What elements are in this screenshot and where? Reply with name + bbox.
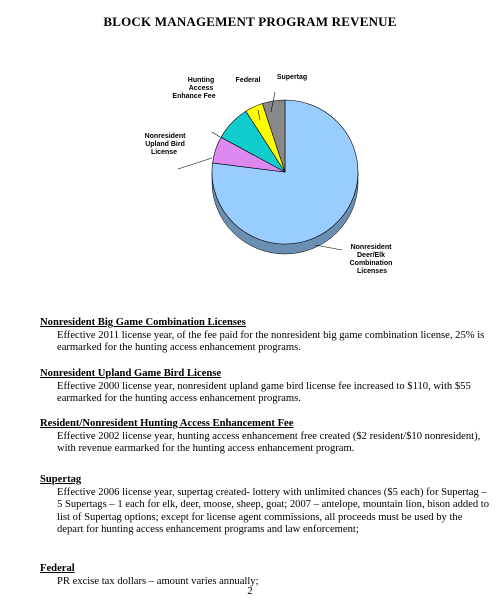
label-upland-line1: Nonresident <box>144 133 186 140</box>
body-upland-bird: Effective 2000 license year, nonresident upland game bird license fee increased to $110, with $55 earmarked for the hunting access enhancement programs. <box>57 380 471 404</box>
label-supertag: Supertag <box>276 74 308 81</box>
section-upland-bird <box>40 368 490 406</box>
heading-big-game: Nonresident Big Game Combination Licenses <box>40 317 246 328</box>
page-number: 2 <box>247 585 253 597</box>
label-deer-line2: Deer/Elk <box>357 252 386 259</box>
label-deer-line1: Nonresident <box>350 244 392 251</box>
label-deer-elk <box>350 244 395 275</box>
heading-supertag: Supertag <box>40 474 82 485</box>
label-upland-line3: License <box>150 149 178 156</box>
section-big-game <box>40 317 490 355</box>
page-title: BLOCK MANAGEMENT PROGRAM REVENUE <box>103 14 397 29</box>
label-hunting-line2: Access <box>188 85 214 92</box>
label-deer-line3: Combination <box>349 260 393 267</box>
label-deer-line4: Licenses <box>357 268 387 275</box>
label-hunting-access <box>172 77 216 100</box>
label-upland-line2: Upland Bird <box>145 141 185 148</box>
body-federal: PR excise tax dollars – amount varies annually; <box>57 575 259 587</box>
heading-upland-bird: Nonresident Upland Game Bird License <box>40 368 222 379</box>
label-federal: Federal <box>235 77 261 84</box>
heading-hunting-access: Resident/Nonresident Hunting Access Enhancement Fee <box>40 418 294 429</box>
section-hunting-access <box>40 418 490 456</box>
label-upland <box>145 133 188 156</box>
body-hunting-access: Effective 2002 license year, hunting access enhancement free created ($2 resident/$10 nonresident), with revenue earmarked for the hunting access enhancement program. <box>57 430 481 454</box>
body-big-game: Effective 2011 license year, of the fee paid for the nonresident big game combination license, 25% is earmarked for the hunting access enhancement programs. <box>57 329 485 353</box>
label-hunting-line3: Enhance Fee <box>172 93 216 100</box>
heading-federal: Federal <box>40 563 75 574</box>
label-hunting-line1: Hunting <box>187 77 215 84</box>
body-supertag: Effective 2006 license year, supertag created- lottery with unlimited chances ($5 each) for Supertag – 5 Supertags – 1 each for elk, deer, moose, sheep, goat; 2007 – antelope, mountain lion, bison added to list of Supertag options; except for license agent commissions, all proceeds must be used by the depart for hunting access enhancement programs and law enforcement; <box>57 486 490 535</box>
revenue-pie-chart <box>140 62 430 302</box>
section-supertag <box>40 474 490 537</box>
